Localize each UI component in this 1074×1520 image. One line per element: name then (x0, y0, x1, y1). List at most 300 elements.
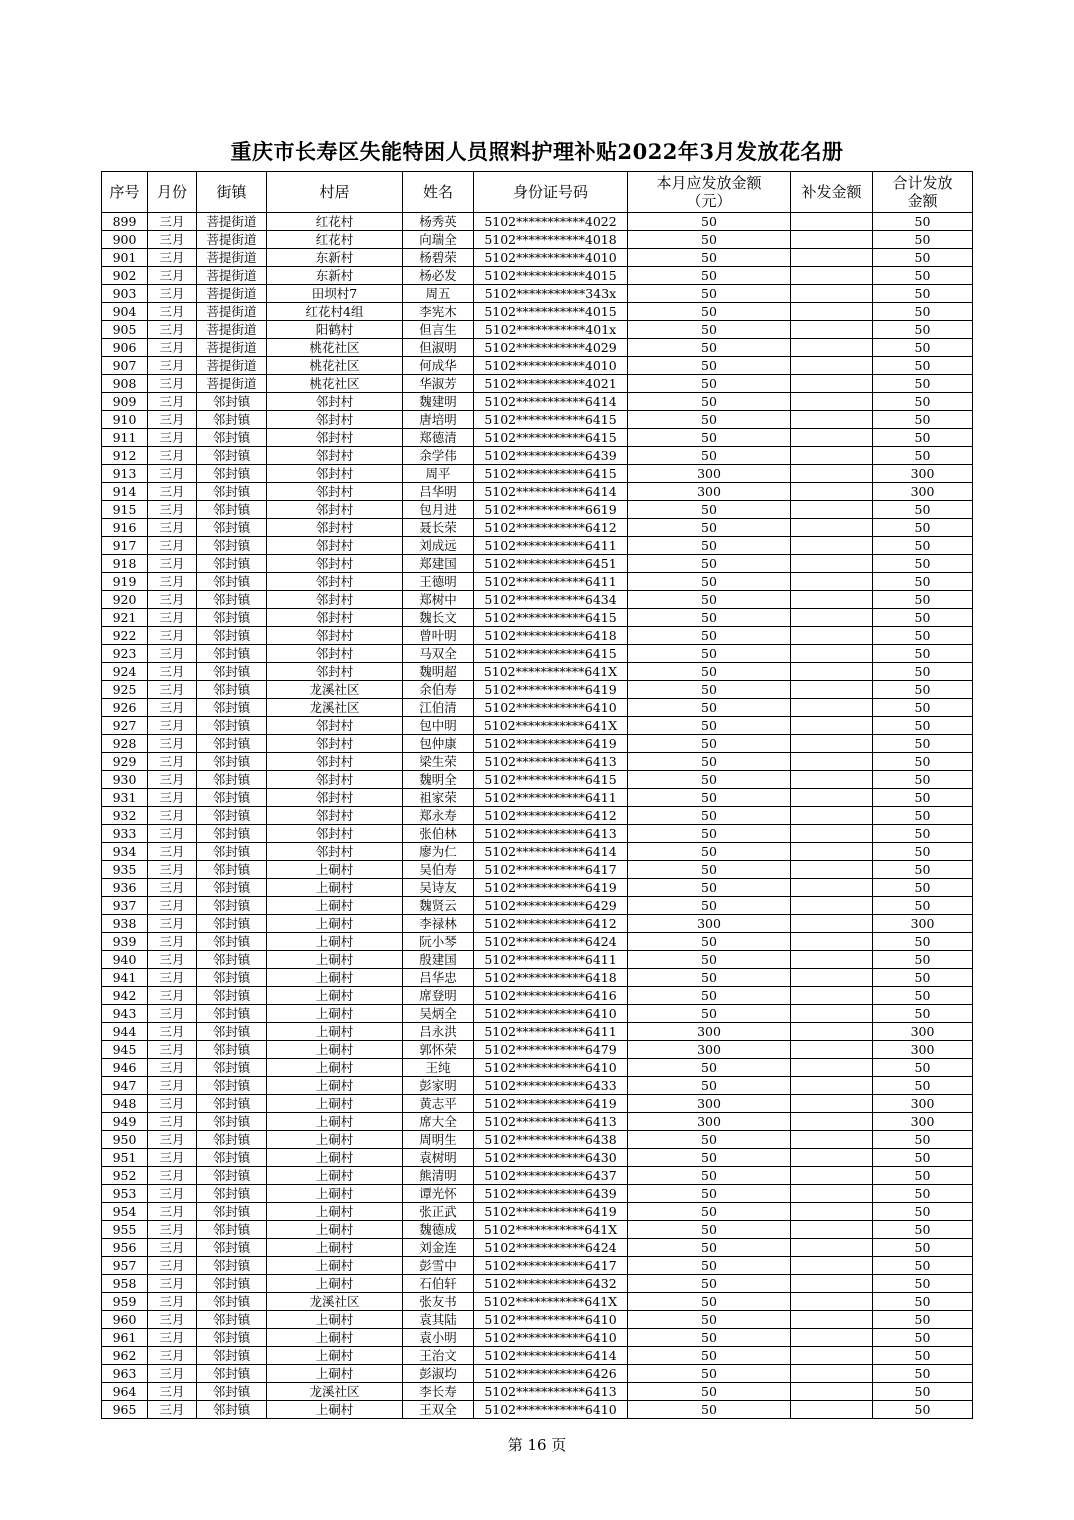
cell-id: 5102***********6410 (474, 699, 628, 717)
cell-month: 三月 (148, 1275, 197, 1293)
cell-back-pay (791, 1203, 873, 1221)
cell-total: 50 (873, 1365, 973, 1383)
cell-id: 5102***********6412 (474, 807, 628, 825)
table-row (102, 321, 973, 339)
cell-back-pay (791, 375, 873, 393)
cell-village: 上硐村 (267, 933, 403, 951)
cell-village: 红花村4组 (267, 303, 403, 321)
cell-town: 邻封镇 (197, 1401, 267, 1419)
cell-village: 邻封村 (267, 573, 403, 591)
cell-month: 三月 (148, 969, 197, 987)
table-row (102, 1131, 973, 1149)
cell-back-pay (791, 573, 873, 591)
cell-id: 5102***********6437 (474, 1167, 628, 1185)
table-row (102, 411, 973, 429)
cell-month: 三月 (148, 1401, 197, 1419)
cell-back-pay (791, 663, 873, 681)
cell-back-pay (791, 1059, 873, 1077)
cell-name: 华淑芳 (403, 375, 474, 393)
cell-seq: 928 (102, 735, 148, 753)
cell-month: 三月 (148, 1095, 197, 1113)
cell-id: 5102***********401x (474, 321, 628, 339)
cell-back-pay (791, 861, 873, 879)
cell-amount-due: 50 (628, 249, 791, 267)
cell-amount-due: 50 (628, 951, 791, 969)
cell-name: 周五 (403, 285, 474, 303)
cell-seq: 929 (102, 753, 148, 771)
cell-amount-due: 50 (628, 411, 791, 429)
cell-seq: 901 (102, 249, 148, 267)
cell-name: 王治文 (403, 1347, 474, 1365)
cell-total: 50 (873, 843, 973, 861)
cell-month: 三月 (148, 645, 197, 663)
cell-village: 邻封村 (267, 591, 403, 609)
cell-id: 5102***********6432 (474, 1275, 628, 1293)
cell-name: 席大全 (403, 1113, 474, 1131)
cell-id: 5102***********4015 (474, 267, 628, 285)
cell-total: 50 (873, 825, 973, 843)
cell-amount-due: 50 (628, 321, 791, 339)
cell-name: 余学伟 (403, 447, 474, 465)
cell-id: 5102***********641X (474, 1221, 628, 1239)
cell-village: 上硐村 (267, 1311, 403, 1329)
table-row (102, 519, 973, 537)
cell-seq: 927 (102, 717, 148, 735)
table-row (102, 357, 973, 375)
cell-village: 邻封村 (267, 483, 403, 501)
cell-month: 三月 (148, 1005, 197, 1023)
cell-name: 袁小明 (403, 1329, 474, 1347)
cell-name: 魏明全 (403, 771, 474, 789)
cell-back-pay (791, 285, 873, 303)
cell-village: 红花村 (267, 231, 403, 249)
cell-village: 邻封村 (267, 753, 403, 771)
cell-back-pay (791, 1239, 873, 1257)
cell-month: 三月 (148, 843, 197, 861)
cell-back-pay (791, 897, 873, 915)
cell-id: 5102***********6410 (474, 1059, 628, 1077)
cell-month: 三月 (148, 1167, 197, 1185)
cell-back-pay (791, 1113, 873, 1131)
cell-seq: 947 (102, 1077, 148, 1095)
cell-id: 5102***********6424 (474, 1239, 628, 1257)
cell-name: 吴诗友 (403, 879, 474, 897)
cell-month: 三月 (148, 789, 197, 807)
cell-total: 50 (873, 879, 973, 897)
cell-back-pay (791, 645, 873, 663)
cell-back-pay (791, 933, 873, 951)
cell-name: 殷建国 (403, 951, 474, 969)
cell-total: 50 (873, 1347, 973, 1365)
cell-name: 彭雪中 (403, 1257, 474, 1275)
table-row (102, 1095, 973, 1113)
cell-total: 50 (873, 1401, 973, 1419)
cell-amount-due: 50 (628, 825, 791, 843)
cell-total: 50 (873, 1221, 973, 1239)
cell-id: 5102***********6439 (474, 1185, 628, 1203)
cell-month: 三月 (148, 1329, 197, 1347)
cell-name: 黄志平 (403, 1095, 474, 1113)
cell-name: 阮小琴 (403, 933, 474, 951)
cell-amount-due: 300 (628, 465, 791, 483)
table-row (102, 573, 973, 591)
cell-town: 邻封镇 (197, 861, 267, 879)
cell-name: 张伯林 (403, 825, 474, 843)
cell-back-pay (791, 213, 873, 231)
cell-month: 三月 (148, 1365, 197, 1383)
cell-town: 邻封镇 (197, 1131, 267, 1149)
cell-town: 邻封镇 (197, 1149, 267, 1167)
cell-name: 余伯寿 (403, 681, 474, 699)
cell-amount-due: 50 (628, 1149, 791, 1167)
cell-name: 李宪木 (403, 303, 474, 321)
cell-back-pay (791, 915, 873, 933)
cell-name: 马双全 (403, 645, 474, 663)
cell-amount-due: 50 (628, 429, 791, 447)
cell-back-pay (791, 357, 873, 375)
cell-seq: 899 (102, 213, 148, 231)
cell-name: 王双全 (403, 1401, 474, 1419)
cell-town: 邻封镇 (197, 591, 267, 609)
cell-month: 三月 (148, 591, 197, 609)
cell-month: 三月 (148, 375, 197, 393)
cell-seq: 950 (102, 1131, 148, 1149)
cell-name: 但言生 (403, 321, 474, 339)
cell-seq: 963 (102, 1365, 148, 1383)
cell-seq: 948 (102, 1095, 148, 1113)
cell-amount-due: 50 (628, 1167, 791, 1185)
table-row (102, 1383, 973, 1401)
cell-town: 邻封镇 (197, 969, 267, 987)
cell-town: 邻封镇 (197, 825, 267, 843)
cell-back-pay (791, 231, 873, 249)
cell-name: 郑德清 (403, 429, 474, 447)
cell-village: 邻封村 (267, 663, 403, 681)
cell-town: 邻封镇 (197, 699, 267, 717)
table-row (102, 213, 973, 231)
cell-seq: 955 (102, 1221, 148, 1239)
cell-total: 50 (873, 1149, 973, 1167)
cell-town: 邻封镇 (197, 627, 267, 645)
cell-total: 50 (873, 1203, 973, 1221)
cell-amount-due: 50 (628, 591, 791, 609)
cell-total: 50 (873, 1077, 973, 1095)
cell-town: 邻封镇 (197, 501, 267, 519)
cell-seq: 949 (102, 1113, 148, 1131)
cell-back-pay (791, 843, 873, 861)
cell-id: 5102***********641X (474, 663, 628, 681)
cell-name: 郑树中 (403, 591, 474, 609)
cell-name: 曾叶明 (403, 627, 474, 645)
cell-back-pay (791, 1365, 873, 1383)
cell-name: 周明生 (403, 1131, 474, 1149)
cell-village: 邻封村 (267, 807, 403, 825)
cell-village: 上硐村 (267, 1347, 403, 1365)
cell-month: 三月 (148, 519, 197, 537)
cell-back-pay (791, 321, 873, 339)
cell-name: 廖为仁 (403, 843, 474, 861)
cell-town: 邻封镇 (197, 753, 267, 771)
cell-id: 5102***********641X (474, 1293, 628, 1311)
cell-month: 三月 (148, 699, 197, 717)
table-row (102, 1167, 973, 1185)
table-row (102, 627, 973, 645)
cell-town: 菩提街道 (197, 249, 267, 267)
table-row (102, 1077, 973, 1095)
cell-village: 邻封村 (267, 789, 403, 807)
cell-id: 5102***********6410 (474, 1311, 628, 1329)
cell-month: 三月 (148, 825, 197, 843)
cell-total: 50 (873, 681, 973, 699)
cell-village: 上硐村 (267, 1059, 403, 1077)
cell-amount-due: 50 (628, 447, 791, 465)
cell-back-pay (791, 483, 873, 501)
cell-month: 三月 (148, 429, 197, 447)
table-row (102, 1059, 973, 1077)
cell-seq: 902 (102, 267, 148, 285)
cell-name: 吕华忠 (403, 969, 474, 987)
cell-town: 邻封镇 (197, 1347, 267, 1365)
cell-amount-due: 50 (628, 735, 791, 753)
cell-id: 5102***********6411 (474, 573, 628, 591)
cell-seq: 914 (102, 483, 148, 501)
cell-amount-due: 50 (628, 933, 791, 951)
cell-seq: 934 (102, 843, 148, 861)
cell-town: 邻封镇 (197, 1275, 267, 1293)
cell-id: 5102***********6415 (474, 771, 628, 789)
cell-month: 三月 (148, 537, 197, 555)
cell-month: 三月 (148, 1023, 197, 1041)
cell-town: 菩提街道 (197, 231, 267, 249)
cell-month: 三月 (148, 1203, 197, 1221)
cell-village: 邻封村 (267, 771, 403, 789)
cell-id: 5102***********6418 (474, 627, 628, 645)
table-row (102, 915, 973, 933)
cell-id: 5102***********6414 (474, 843, 628, 861)
cell-seq: 915 (102, 501, 148, 519)
cell-id: 5102***********6451 (474, 555, 628, 573)
cell-amount-due: 50 (628, 1005, 791, 1023)
cell-month: 三月 (148, 483, 197, 501)
cell-back-pay (791, 1221, 873, 1239)
table-row (102, 663, 973, 681)
cell-month: 三月 (148, 879, 197, 897)
cell-back-pay (791, 1329, 873, 1347)
cell-village: 龙溪社区 (267, 1383, 403, 1401)
cell-total: 50 (873, 1131, 973, 1149)
cell-seq: 943 (102, 1005, 148, 1023)
cell-total: 50 (873, 1275, 973, 1293)
cell-seq: 905 (102, 321, 148, 339)
cell-id: 5102***********6419 (474, 1203, 628, 1221)
cell-village: 上硐村 (267, 1041, 403, 1059)
cell-month: 三月 (148, 1257, 197, 1275)
cell-id: 5102***********6418 (474, 969, 628, 987)
cell-back-pay (791, 1293, 873, 1311)
col-header-seq: 序号 (102, 172, 148, 213)
cell-seq: 930 (102, 771, 148, 789)
cell-total: 50 (873, 591, 973, 609)
cell-name: 吴炳全 (403, 1005, 474, 1023)
cell-back-pay (791, 465, 873, 483)
cell-amount-due: 300 (628, 483, 791, 501)
cell-seq: 945 (102, 1041, 148, 1059)
cell-town: 邻封镇 (197, 411, 267, 429)
cell-month: 三月 (148, 663, 197, 681)
cell-amount-due: 50 (628, 753, 791, 771)
cell-seq: 961 (102, 1329, 148, 1347)
cell-amount-due: 50 (628, 1311, 791, 1329)
table-row (102, 231, 973, 249)
cell-name: 郭怀荣 (403, 1041, 474, 1059)
cell-total: 50 (873, 285, 973, 303)
cell-id: 5102***********6412 (474, 915, 628, 933)
cell-month: 三月 (148, 249, 197, 267)
cell-id: 5102***********6414 (474, 393, 628, 411)
cell-village: 上硐村 (267, 879, 403, 897)
cell-village: 上硐村 (267, 1221, 403, 1239)
cell-town: 邻封镇 (197, 843, 267, 861)
cell-month: 三月 (148, 1131, 197, 1149)
cell-back-pay (791, 501, 873, 519)
cell-village: 邻封村 (267, 627, 403, 645)
cell-amount-due: 50 (628, 1275, 791, 1293)
cell-seq: 941 (102, 969, 148, 987)
cell-seq: 951 (102, 1149, 148, 1167)
cell-village: 邻封村 (267, 393, 403, 411)
cell-name: 王纯 (403, 1059, 474, 1077)
cell-amount-due: 50 (628, 519, 791, 537)
cell-village: 邻封村 (267, 735, 403, 753)
cell-total: 300 (873, 1041, 973, 1059)
cell-village: 邻封村 (267, 447, 403, 465)
cell-town: 邻封镇 (197, 537, 267, 555)
cell-village: 上硐村 (267, 1329, 403, 1347)
cell-month: 三月 (148, 717, 197, 735)
cell-town: 邻封镇 (197, 1365, 267, 1383)
cell-month: 三月 (148, 897, 197, 915)
table-row (102, 699, 973, 717)
cell-id: 5102***********6419 (474, 735, 628, 753)
cell-village: 上硐村 (267, 951, 403, 969)
cell-total: 50 (873, 1383, 973, 1401)
cell-id: 5102***********6410 (474, 1401, 628, 1419)
cell-id: 5102***********6419 (474, 1095, 628, 1113)
cell-village: 桃花社区 (267, 339, 403, 357)
cell-town: 邻封镇 (197, 555, 267, 573)
cell-back-pay (791, 1005, 873, 1023)
cell-seq: 907 (102, 357, 148, 375)
cell-town: 邻封镇 (197, 789, 267, 807)
cell-amount-due: 50 (628, 699, 791, 717)
cell-town: 菩提街道 (197, 213, 267, 231)
cell-name: 刘成远 (403, 537, 474, 555)
cell-town: 菩提街道 (197, 321, 267, 339)
cell-back-pay (791, 1185, 873, 1203)
cell-name: 魏建明 (403, 393, 474, 411)
cell-amount-due: 50 (628, 1329, 791, 1347)
cell-back-pay (791, 627, 873, 645)
cell-seq: 933 (102, 825, 148, 843)
cell-back-pay (791, 267, 873, 285)
cell-town: 邻封镇 (197, 681, 267, 699)
table-row (102, 339, 973, 357)
cell-back-pay (791, 411, 873, 429)
cell-back-pay (791, 429, 873, 447)
cell-id: 5102***********6426 (474, 1365, 628, 1383)
cell-seq: 957 (102, 1257, 148, 1275)
cell-town: 邻封镇 (197, 1113, 267, 1131)
cell-amount-due: 50 (628, 357, 791, 375)
cell-town: 邻封镇 (197, 393, 267, 411)
cell-name: 谭光怀 (403, 1185, 474, 1203)
cell-name: 祖家荣 (403, 789, 474, 807)
cell-back-pay (791, 1257, 873, 1275)
cell-village: 邻封村 (267, 717, 403, 735)
cell-seq: 909 (102, 393, 148, 411)
table-row (102, 591, 973, 609)
table-row (102, 609, 973, 627)
cell-back-pay (791, 789, 873, 807)
cell-total: 50 (873, 393, 973, 411)
cell-id: 5102***********6411 (474, 537, 628, 555)
cell-month: 三月 (148, 1221, 197, 1239)
cell-id: 5102***********6419 (474, 681, 628, 699)
cell-town: 邻封镇 (197, 1311, 267, 1329)
cell-seq: 931 (102, 789, 148, 807)
cell-back-pay (791, 699, 873, 717)
cell-id: 5102***********6413 (474, 1383, 628, 1401)
cell-town: 邻封镇 (197, 1383, 267, 1401)
cell-town: 邻封镇 (197, 933, 267, 951)
col-header-month: 月份 (148, 172, 197, 213)
cell-village: 上硐村 (267, 897, 403, 915)
cell-month: 三月 (148, 1113, 197, 1131)
cell-seq: 944 (102, 1023, 148, 1041)
cell-amount-due: 50 (628, 987, 791, 1005)
cell-town: 邻封镇 (197, 1293, 267, 1311)
cell-name: 何成华 (403, 357, 474, 375)
cell-amount-due: 50 (628, 339, 791, 357)
cell-village: 上硐村 (267, 1005, 403, 1023)
cell-seq: 903 (102, 285, 148, 303)
cell-total: 50 (873, 717, 973, 735)
cell-month: 三月 (148, 465, 197, 483)
cell-village: 上硐村 (267, 1275, 403, 1293)
cell-amount-due: 50 (628, 843, 791, 861)
cell-name: 包月进 (403, 501, 474, 519)
cell-amount-due: 50 (628, 393, 791, 411)
table-row (102, 1347, 973, 1365)
cell-amount-due: 50 (628, 573, 791, 591)
cell-town: 邻封镇 (197, 483, 267, 501)
cell-id: 5102***********6415 (474, 609, 628, 627)
cell-seq: 918 (102, 555, 148, 573)
cell-seq: 919 (102, 573, 148, 591)
cell-seq: 938 (102, 915, 148, 933)
cell-name: 张正武 (403, 1203, 474, 1221)
cell-amount-due: 300 (628, 1023, 791, 1041)
cell-village: 龙溪社区 (267, 681, 403, 699)
cell-seq: 939 (102, 933, 148, 951)
cell-month: 三月 (148, 681, 197, 699)
cell-village: 邻封村 (267, 825, 403, 843)
cell-amount-due: 300 (628, 1095, 791, 1113)
cell-total: 50 (873, 231, 973, 249)
cell-seq: 916 (102, 519, 148, 537)
cell-name: 魏贤云 (403, 897, 474, 915)
table-row (102, 645, 973, 663)
